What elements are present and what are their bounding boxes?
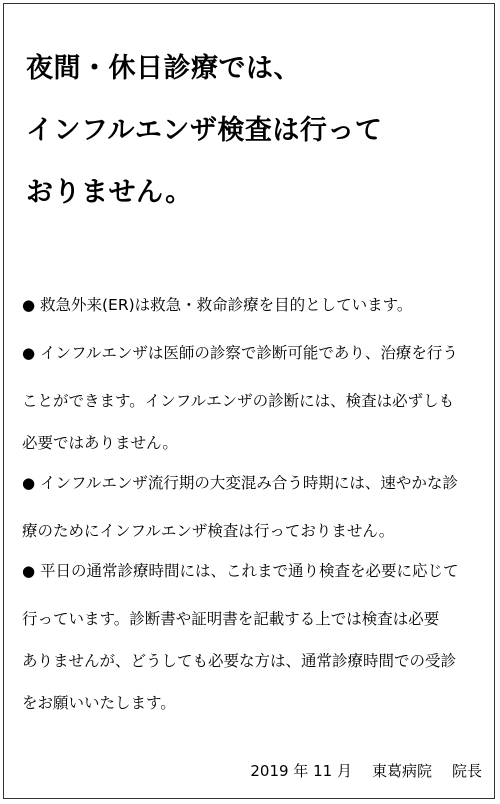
headline-line-1: 夜間・休日診療では、 — [26, 53, 301, 84]
headline-line-2: インフルエンザ検査は行って — [26, 115, 383, 146]
bullet-icon: ● — [22, 562, 36, 580]
notice-frame — [3, 3, 495, 799]
paragraph-line: 救急外来(ER)は救急・救命診療を目的としています。 — [40, 296, 413, 314]
signature — [250, 760, 482, 781]
paragraph-line: インフルエンザは医師の診察で診断可能であり、治療を行う — [40, 344, 458, 362]
signature-hospital: 東葛病院 — [371, 762, 432, 780]
paragraph-line: ことができます。インフルエンザの診断には、検査は必ずしも — [22, 392, 455, 410]
bullet-icon: ● — [22, 344, 36, 362]
notice-body — [22, 290, 496, 738]
paragraph-line: 療のためにインフルエンザ検査は行っておりません。 — [22, 522, 395, 540]
paragraph-er-purpose — [22, 290, 496, 320]
paragraph-line: ありませんが、どうしても必要な方は、通常診療時間での受診 — [22, 652, 457, 670]
bullet-icon: ● — [22, 296, 36, 314]
headline — [26, 38, 486, 224]
signature-title: 院長 — [451, 762, 482, 780]
headline-line-3: おりません。 — [26, 177, 193, 208]
paragraph-line: 平日の通常診療時間には、これまで通り検査を必要に応じて — [40, 562, 459, 580]
bullet-icon: ● — [22, 474, 36, 492]
paragraph-line: インフルエンザ流行期の大変混み合う時期には、速やかな診 — [40, 474, 458, 492]
signature-date: 2019 年 11 月 — [250, 762, 352, 780]
paragraph-line: をお願いいたします。 — [22, 694, 176, 712]
paragraph-line: 必要ではありません。 — [22, 434, 178, 452]
paragraph-weekday — [22, 556, 496, 724]
paragraph-line: 行っています。診断書や証明書を記載する上では検査は必要 — [22, 610, 440, 628]
paragraph-epidemic — [22, 468, 496, 552]
paragraph-diagnosis — [22, 338, 496, 464]
